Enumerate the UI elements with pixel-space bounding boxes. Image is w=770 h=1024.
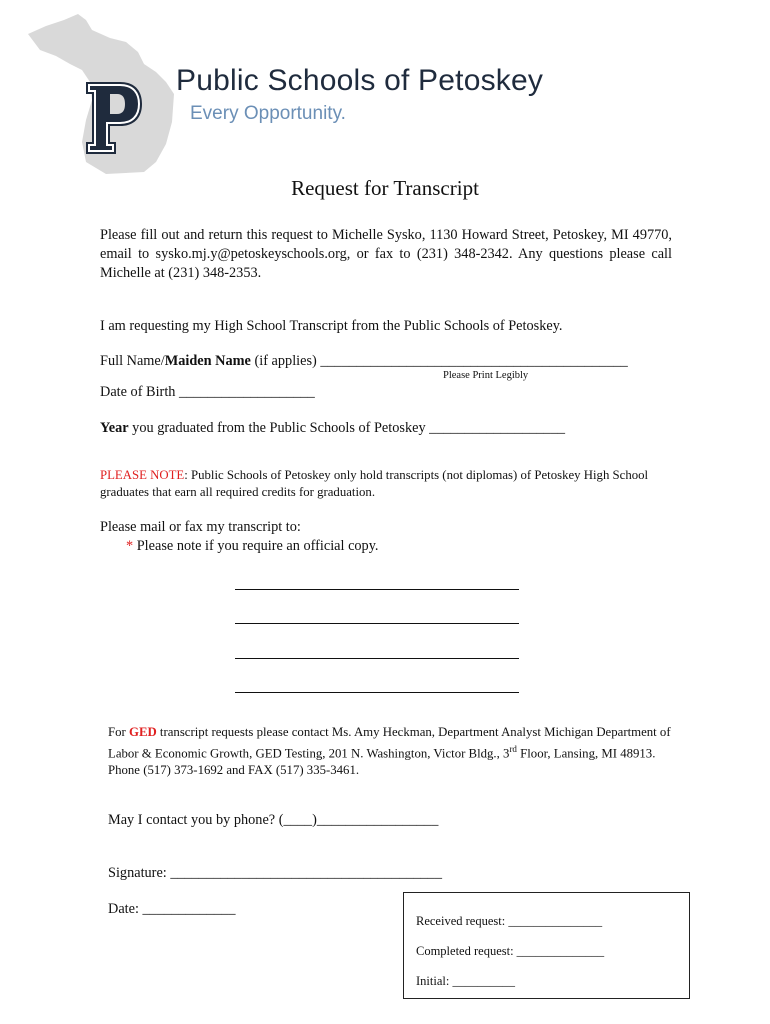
please-note-text: : Public Schools of Petoskey only hold transcripts (not diplomas) of Petoskey High School graduates that earn all required credits for graduation. xyxy=(100,468,649,499)
year-line: you graduated from the Public Schools of Petoskey ___________________ xyxy=(128,420,565,436)
petoskey-p-logo xyxy=(84,78,144,156)
graduation-year-field[interactable] xyxy=(100,420,565,437)
initial-field[interactable]: Initial: __________ xyxy=(416,974,515,988)
school-tagline: Every Opportunity. xyxy=(190,103,346,124)
date-field[interactable]: Date: _____________ xyxy=(108,901,236,917)
office-use-box xyxy=(403,892,690,999)
received-request-field[interactable]: Received request: _______________ xyxy=(416,914,603,928)
official-copy-note xyxy=(126,538,379,555)
please-note-label: PLEASE NOTE xyxy=(100,468,185,482)
full-name-label: Full Name/ xyxy=(100,353,165,369)
signature-field[interactable]: Signature: ______________________________________ xyxy=(108,865,442,881)
page-title: Request for Transcript xyxy=(291,176,479,200)
ged-text-2: Floor, Lansing, MI 48913. Phone (517) 373-1692 and FAX (517) 335-3461. xyxy=(108,746,656,778)
date-of-birth-field[interactable]: Date of Birth ___________________ xyxy=(100,384,315,400)
address-line-3[interactable] xyxy=(235,658,519,659)
intro-paragraph: Please fill out and return this request to Michelle Sysko, 1130 Howard Street, Petoskey, MI 49770, email to sysko.mj.y@petoskeyschools.org, or fax to (231) 348-2342. Any questions please call Michelle at (231) 348-2353. xyxy=(100,227,672,281)
ged-paragraph xyxy=(108,724,680,779)
full-name-field[interactable] xyxy=(100,353,628,370)
address-line-2[interactable] xyxy=(235,623,519,624)
school-name: Public Schools of Petoskey xyxy=(176,64,544,97)
ged-label: GED xyxy=(128,725,157,739)
official-copy-text: Please note if you require an official copy. xyxy=(133,538,379,554)
requesting-statement: I am requesting my High School Transcript from the Public Schools of Petoskey. xyxy=(100,318,563,334)
mail-fax-statement: Please mail or fax my transcript to: xyxy=(100,519,301,535)
please-note-paragraph xyxy=(100,467,675,501)
maiden-name-label: Maiden Name xyxy=(164,353,251,369)
asterisk: * xyxy=(126,538,134,554)
full-name-line: (if applies) ___________________________________________ xyxy=(250,353,628,369)
contact-phone-field[interactable]: May I contact you by phone? (____)_________________ xyxy=(108,812,439,828)
ged-sup: rd xyxy=(509,744,517,754)
ged-for: For xyxy=(108,725,129,739)
completed-request-field[interactable]: Completed request: ______________ xyxy=(416,944,605,958)
address-line-1[interactable] xyxy=(235,589,519,590)
year-label: Year xyxy=(100,420,129,436)
ged-text-1: transcript requests please contact Ms. Amy Heckman, Department Analyst Michigan Department of Labor & Economic Growth, GED Testing, 201 N. Washington, Victor Bldg., 3 xyxy=(108,725,671,761)
address-line-4[interactable] xyxy=(235,692,519,693)
print-legibly-hint: Please Print Legibly xyxy=(443,370,529,381)
